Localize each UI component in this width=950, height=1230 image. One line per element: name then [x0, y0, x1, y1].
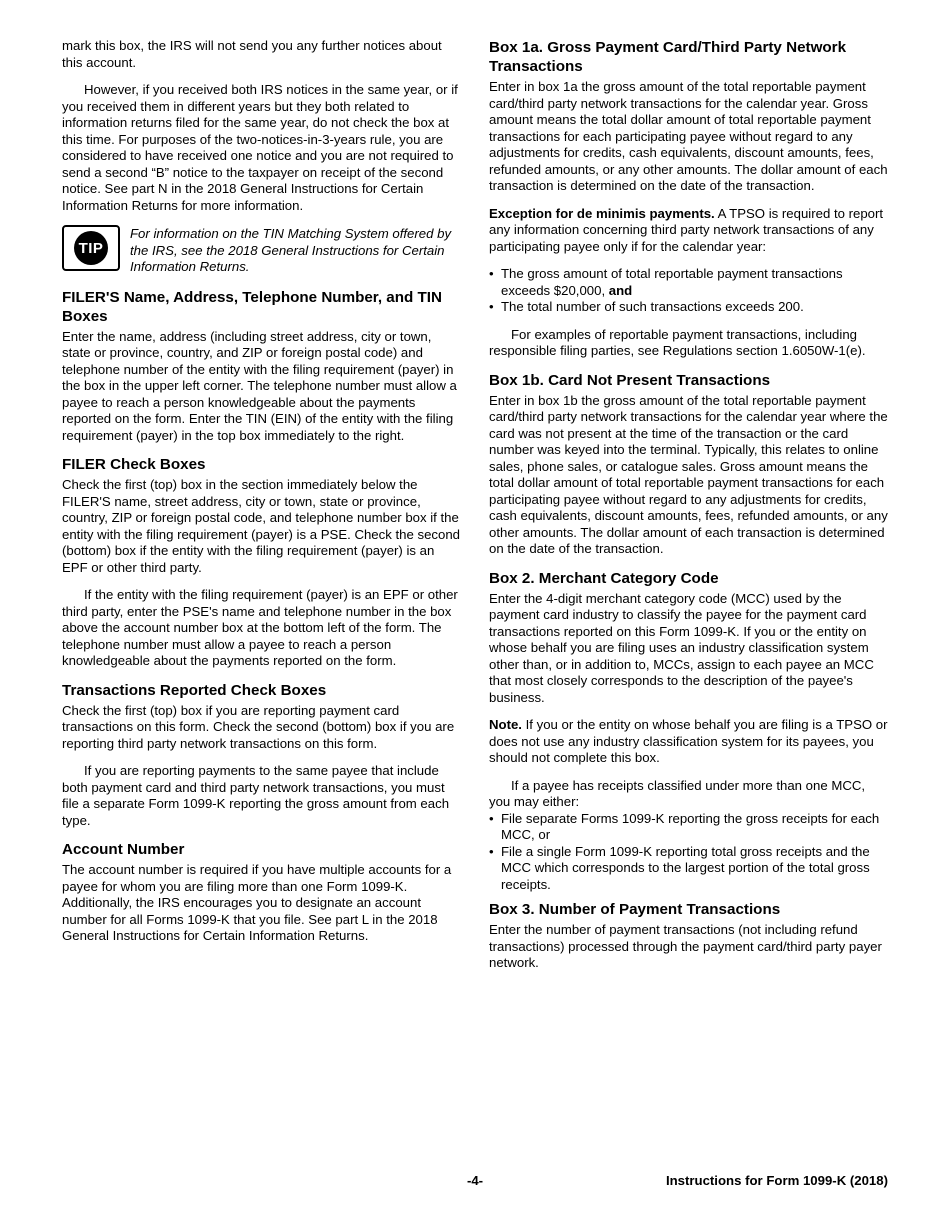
section-heading-box-3: Box 3. Number of Payment Transactions — [489, 901, 781, 918]
exception-lead: Exception for de minimis payments. — [489, 205, 715, 221]
section-heading-transactions-reported: Transactions Reported Check Boxes — [62, 681, 327, 699]
bullet-dot-icon: • — [489, 266, 494, 281]
section-heading-box-2: Box 2. Merchant Category Code — [489, 569, 719, 587]
paragraph: For examples of reportable payment transactions, including responsible filing parties, see Regulations section 1.6050W-1(e). — [489, 326, 866, 358]
tip-icon — [62, 225, 120, 271]
bullet-dot-icon: • — [489, 843, 494, 859]
paragraph: If you are reporting payments to the same payee that include both payment card and third party network transactions, you must file a separate Form 1099-K reporting the gross amount from each type. — [62, 763, 450, 828]
note-text: If you or the entity on whose behalf you are filing is a TPSO or does not use any industry classification system for its payees, you should not complete this box. — [489, 717, 888, 765]
tip-text: For information on the TIN Matching System offered by the IRS, see the 2018 General Instructions for Certain Information Returns. — [130, 226, 452, 274]
paragraph: However, if you received both IRS notices in the same year, or if you received them in different years but they both related to information returns filed for the same year, do not check the box at this time. For purposes of the two-notices-in-3-years rule, you are considered to have received one notice and you are not required to send a second “B” notice to the taxpayer on receipt of the second notice. See part N in the 2018 General Instructions for Certain Information Returns for more information. — [62, 82, 458, 213]
paragraph: mark this box, the IRS will not send you any further notices about this account. — [62, 38, 442, 70]
paragraph: Enter in box 1b the gross amount of the total reportable payment card/third party network transactions for the calendar year where the card was not present at the time of the transaction or the card number was keyed into the terminal. Typically, this relates to online sales, phone sales, or catalogue sales. Gross amount means the total dollar amount of total reportable payment transactions for each participating payee without regard to any adjustments for credits, cash equivalents, discount amounts, fees, refunded amounts, or any other amounts. The dollar amount of each transaction is determined on the date of the transaction. — [489, 392, 888, 556]
list-item-text-part: The gross amount of total reportable payment transactions exceeds $20,000, — [501, 266, 843, 298]
list-item-text — [501, 266, 888, 299]
paragraph: Enter the name, address (including street address, city or town, state or province, country, and ZIP or foreign postal code) and telephone number of the entity with the filing requirement (payer) in the box in the upper left corner. The telephone number must allow a payee to reach a person knowledgeable about the payments reported on the form. Enter the TIN (EIN) of the entity with the filing requirement (payer) in the top box immediately to the right. — [62, 328, 457, 443]
list-item — [489, 811, 888, 844]
list-item-text-bold: and — [608, 282, 633, 298]
two-column-layout — [62, 38, 888, 983]
section-heading-box-1b: Box 1b. Card Not Present Transactions — [489, 371, 771, 389]
note-lead: Note. — [489, 717, 522, 732]
paragraph: Enter in box 1a the gross amount of the total reportable payment card/third party network transactions for the calendar year. Gross amount means the total dollar amount of total reportable payment transactions for each participating payee without regard to any adjustments for credits, cash equivalents, discount amounts, fees, refunded amounts, or any other amounts. The dollar amount of each transaction is determined on the date of the transaction. — [489, 79, 888, 193]
list-item-text: File separate Forms 1099-K reporting the gross receipts for each MCC, or — [501, 810, 880, 842]
list-item — [489, 299, 888, 316]
exception-paragraph — [489, 206, 888, 256]
left-column — [62, 38, 461, 983]
list-item-text: File a single Form 1099-K reporting total gross receipts and the MCC which corresponds to the largest portion of the total gross receipts. — [501, 843, 870, 892]
paragraph: Enter the 4-digit merchant category code (MCC) used by the payment card industry to classify the payee for the payment card transactions reported on this Form 1099-K. If you or the entity on whose behalf you are filing uses an industry classification system other than, or in addition to, MCCs, assign to each payee an MCC that most closely corresponds to the description of the payee's business. — [489, 590, 874, 705]
list-item — [489, 844, 888, 894]
list-item — [489, 266, 888, 299]
footer-document-title: Instructions for Form 1099-K (2018) — [665, 1173, 888, 1188]
bullet-dot-icon: • — [489, 299, 494, 314]
paragraph: If a payee has receipts classified under more than one MCC, you may either: — [489, 777, 866, 809]
note-paragraph — [489, 717, 888, 767]
tip-icon-label: TIP — [74, 231, 108, 265]
section-heading-filer-check-boxes: FILER Check Boxes — [62, 456, 206, 473]
section-heading-filers-name: FILER'S Name, Address, Telephone Number, and TIN Boxes — [62, 288, 442, 325]
exception-text: A TPSO is required to report any information concerning third party network transactions of any participating payee only if for the calendar year: — [489, 205, 884, 254]
section-heading-box-1a: Box 1a. Gross Payment Card/Third Party Network Transactions — [489, 39, 847, 75]
paragraph: Check the first (top) box in the section immediately below the FILER'S name, street address, city or town, state or province, country, ZIP or foreign postal code, and telephone number box if the entity with the filing requirement (payer) is a PSE. Check the second (bottom) box if the entity with the filing requirement (payer) is an EPF or other third party. — [62, 477, 461, 575]
paragraph: Check the first (top) box if you are reporting payment card transactions on this form. Check the second (bottom) box if you are reporting third party network transactions on this form. — [62, 702, 455, 751]
paragraph: If the entity with the filing requirement (payer) is an EPF or other third party, enter the PSE's name and telephone number in the box above the account number box at the bottom left of the form. The telephone number must allow a payee to reach a person knowledgeable about the payments reported on the form. — [62, 587, 458, 668]
paragraph: Enter the number of payment transactions (not including refund transactions) processed through the payment card/third party payer network. — [489, 922, 882, 970]
paragraph: The account number is required if you have multiple accounts for a payee for whom you are filing more than one Form 1099-K. Additionally, the IRS encourages you to designate an account number for all Forms 1099-K that you file. See part L in the 2018 General Instructions for Certain Information Returns. — [62, 862, 452, 943]
right-column — [489, 38, 888, 983]
tip-callout — [62, 225, 461, 276]
list-item-text: The total number of such transactions exceeds 200. — [501, 299, 804, 314]
page-number: -4- — [466, 1173, 484, 1188]
section-heading-account-number: Account Number — [62, 841, 185, 858]
bullet-dot-icon: • — [489, 810, 494, 826]
page-footer — [62, 1173, 888, 1188]
